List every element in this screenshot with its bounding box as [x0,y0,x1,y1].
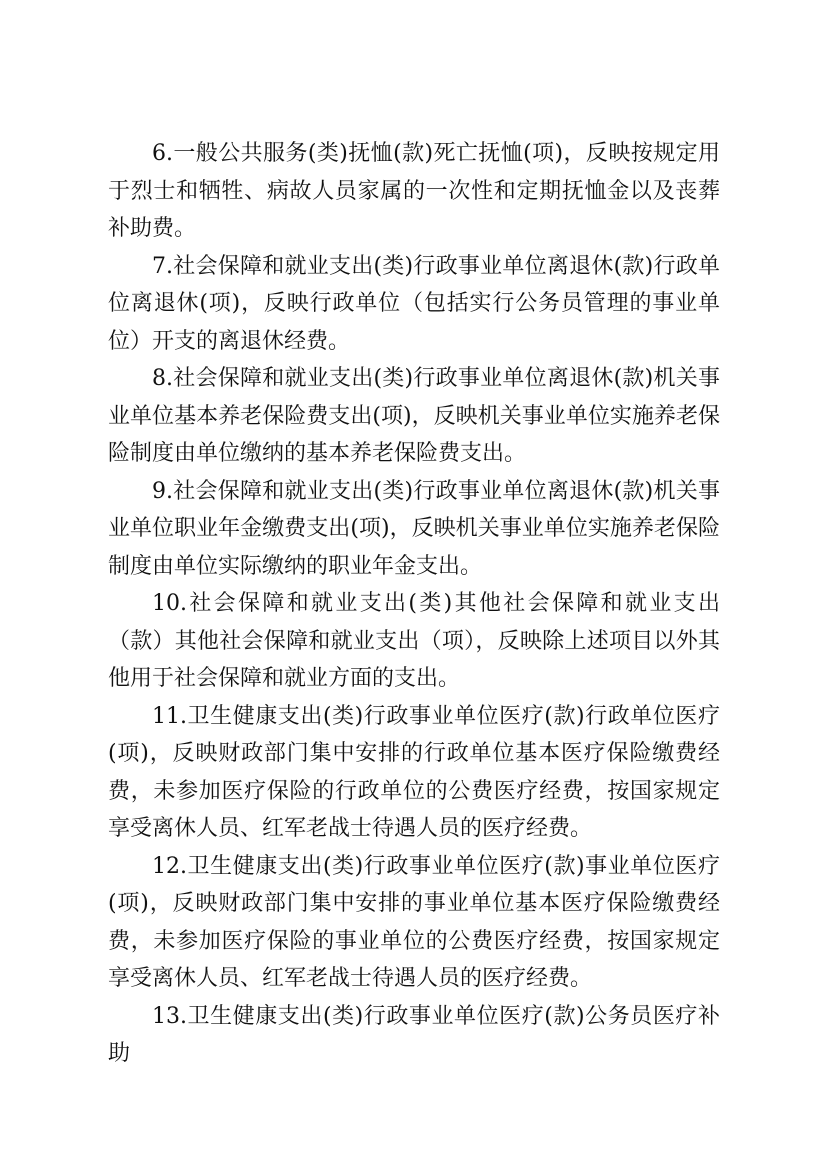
paragraph-12: 12.卫生健康支出(类)行政事业单位医疗(款)事业单位医疗(项)，反映财政部门集中安排的事业单位基本医疗保险缴费经费，未参加医疗保险的事业单位的公费医疗经费，按国家规定享受离休人员、红军老战士待遇人员的医疗经费。 [108,853,720,991]
paragraph-8: 8.社会保障和就业支出(类)行政事业单位离退休(款)机关事业单位基本养老保险费支出(项)，反映机关事业单位实施养老保险制度由单位缴纳的基本养老保险费支出。 [108,366,720,466]
paragraph-11: 11.卫生健康支出(类)行政事业单位医疗(款)行政单位医疗(项)，反映财政部门集中安排的行政单位基本医疗保险缴费经费，未参加医疗保险的行政单位的公费医疗经费，按国家规定享受离休人员、红军老战士待遇人员的医疗经费。 [108,703,720,841]
paragraph-6: 6.一般公共服务(类)抚恤(款)死亡抚恤(项)，反映按规定用于烈士和牺牲、病故人员家属的一次性和定期抚恤金以及丧葬补助费。 [108,141,720,241]
paragraph-13: 13.卫生健康支出(类)行政事业单位医疗(款)公务员医疗补助 [108,1003,720,1066]
paragraph-10: 10.社会保障和就业支出(类)其他社会保障和就业支出（款）其他社会保障和就业支出（项），反映除上述项目以外其他用于社会保障和就业方面的支出。 [108,591,720,691]
paragraph-9: 9.社会保障和就业支出(类)行政事业单位离退休(款)机关事业单位职业年金缴费支出(项)，反映机关事业单位实施养老保险制度由单位实际缴纳的职业年金支出。 [108,478,720,579]
paragraph-7: 7.社会保障和就业支出(类)行政事业单位离退休(款)行政单位离退休(项)，反映行政单位（包括实行公务员管理的事业单位）开支的离退休经费。 [108,253,720,354]
